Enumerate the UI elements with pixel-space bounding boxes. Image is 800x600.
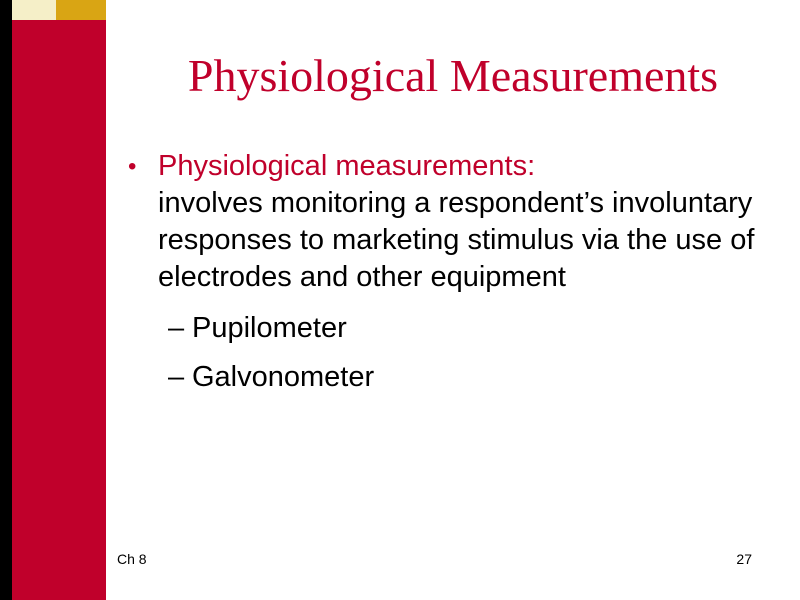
sub-item-galvonometer <box>168 359 768 396</box>
bullet-description: involves monitoring a respondent’s involuntary responses to marketing stimulus via the use of electrodes and other equipment <box>158 187 755 293</box>
bullet-text <box>158 148 768 296</box>
left-edge-stripe <box>0 0 12 600</box>
slide-body <box>128 148 768 408</box>
bullet-item <box>128 148 768 296</box>
slide-title: Physiological Measurements <box>187 50 719 101</box>
cream-accent-square <box>12 0 56 20</box>
sub-item-label: Pupilometer <box>192 312 347 344</box>
red-sidebar <box>12 20 106 600</box>
bullet-icon: • <box>128 153 137 180</box>
dash-icon: – <box>168 361 185 393</box>
footer-page-number: 27 <box>736 551 752 567</box>
sub-list <box>128 310 768 396</box>
footer-chapter: Ch 8 <box>117 551 147 567</box>
sub-item-label: Galvonometer <box>192 361 375 393</box>
dash-icon: – <box>168 312 185 344</box>
sub-item-pupilometer <box>168 310 768 347</box>
bullet-term: Physiological measurements: <box>158 150 536 182</box>
gold-accent-square <box>56 0 106 20</box>
